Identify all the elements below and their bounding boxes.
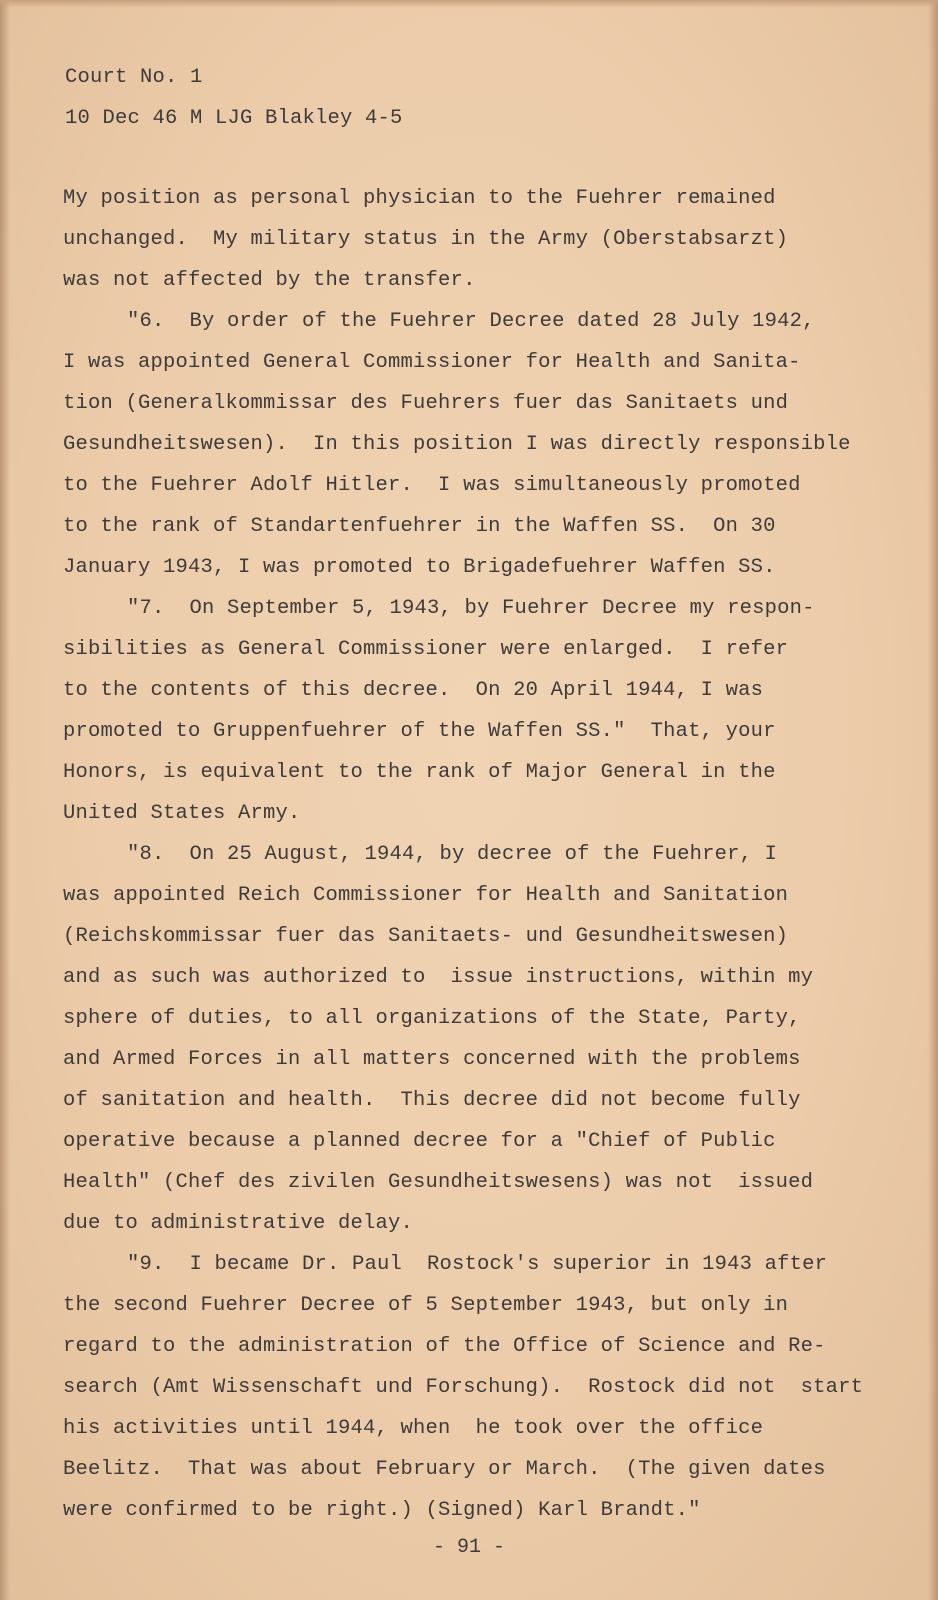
- text-line: and Armed Forces in all matters concerned with the problems: [63, 1048, 801, 1071]
- text-line: were confirmed to be right.) (Signed) Karl Brandt.": [63, 1499, 701, 1522]
- paragraph-7-start: "7. On September 5, 1943, by Fuehrer Decree my respon-: [127, 597, 815, 620]
- page-edge-left: [0, 0, 10, 1600]
- text-line: tion (Generalkommissar des Fuehrers fuer das Sanitaets und: [63, 392, 789, 415]
- text-line: January 1943, I was promoted to Brigadefuehrer Waffen SS.: [63, 556, 776, 579]
- text-line: of sanitation and health. This decree did not become fully: [63, 1089, 801, 1112]
- text-line: search (Amt Wissenschaft und Forschung). Rostock did not start: [63, 1376, 864, 1399]
- text-line: operative because a planned decree for a "Chief of Public: [63, 1130, 776, 1153]
- text-line: was appointed Reich Commissioner for Health and Sanitation: [63, 884, 789, 907]
- text-line: to the contents of this decree. On 20 April 1944, I was: [63, 679, 764, 702]
- page-number: - 91 -: [432, 1536, 505, 1559]
- text-line: regard to the administration of the Office of Science and Re-: [63, 1335, 826, 1358]
- text-line: (Reichskommissar fuer das Sanitaets- und Gesundheitswesen): [63, 925, 789, 948]
- text-line: promoted to Gruppenfuehrer of the Waffen SS." That, your: [63, 720, 776, 743]
- text-line: Gesundheitswesen). In this position I was directly responsible: [63, 433, 851, 456]
- text-line: sphere of duties, to all organizations of the State, Party,: [63, 1007, 801, 1030]
- text-line: to the rank of Standartenfuehrer in the Waffen SS. On 30: [63, 515, 776, 538]
- text-line: to the Fuehrer Adolf Hitler. I was simultaneously promoted: [63, 474, 801, 497]
- text-line: was not affected by the transfer.: [63, 269, 476, 292]
- text-line: Health" (Chef des zivilen Gesundheitswesens) was not issued: [63, 1171, 814, 1194]
- text-line: the second Fuehrer Decree of 5 September 1943, but only in: [63, 1294, 789, 1317]
- paragraph-9-start: "9. I became Dr. Paul Rostock's superior in 1943 after: [127, 1253, 828, 1276]
- text-line: and as such was authorized to issue instructions, within my: [63, 966, 814, 989]
- text-line: his activities until 1944, when he took over the office: [63, 1417, 764, 1440]
- page-edge-right: [928, 0, 938, 1600]
- text-line: unchanged. My military status in the Army (Oberstabsarzt): [63, 228, 789, 251]
- court-number: Court No. 1: [65, 66, 203, 89]
- text-line: My position as personal physician to the Fuehrer remained: [63, 187, 776, 210]
- text-line: Beelitz. That was about February or March. (The given dates: [63, 1458, 826, 1481]
- text-line: sibilities as General Commissioner were enlarged. I refer: [63, 638, 789, 661]
- session-info: 10 Dec 46 M LJG Blakley 4-5: [65, 107, 403, 130]
- paragraph-6-start: "6. By order of the Fuehrer Decree dated 28 July 1942,: [127, 310, 815, 333]
- page-edge-top: [0, 0, 938, 8]
- text-line: I was appointed General Commissioner for Health and Sanita-: [63, 351, 801, 374]
- text-line: due to administrative delay.: [63, 1212, 414, 1235]
- text-line: United States Army.: [63, 802, 301, 825]
- text-line: Honors, is equivalent to the rank of Major General in the: [63, 761, 776, 784]
- transcript-header: [65, 64, 403, 146]
- paragraph-8-start: "8. On 25 August, 1944, by decree of the Fuehrer, I: [127, 843, 778, 866]
- transcript-body: [63, 185, 863, 1538]
